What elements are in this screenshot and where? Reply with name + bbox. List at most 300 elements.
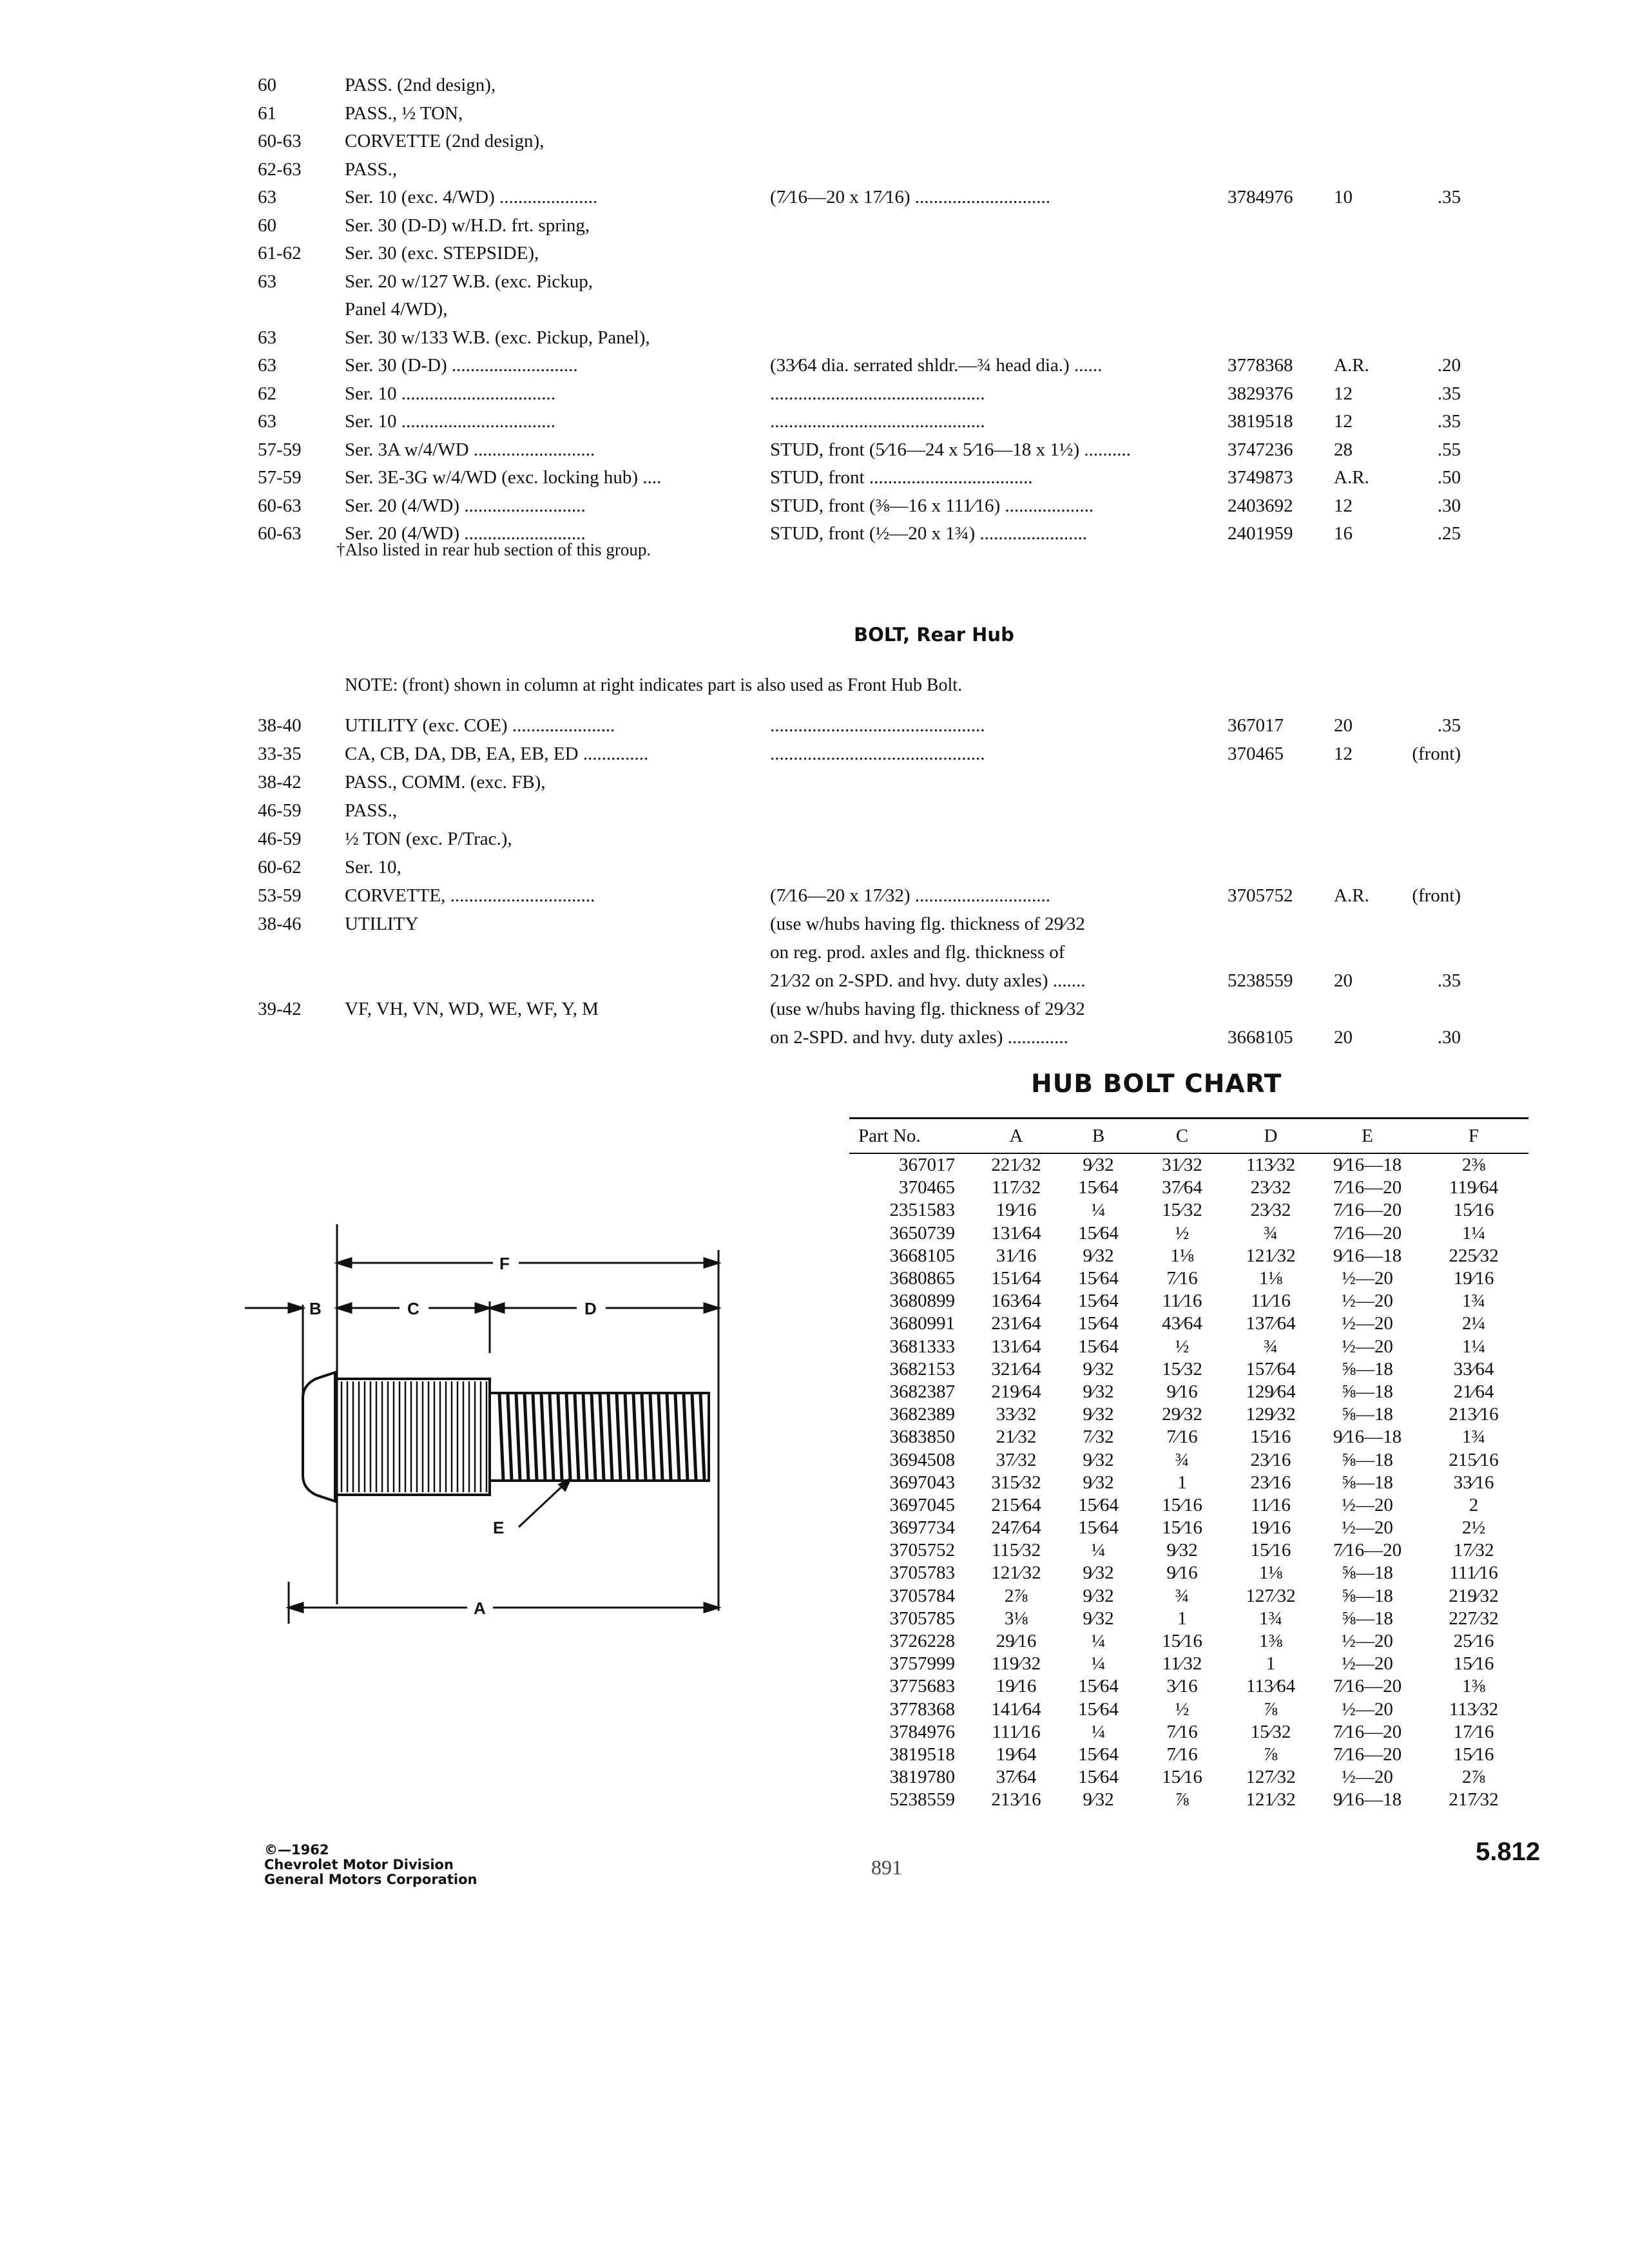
description-text: .............................................. (770, 715, 985, 736)
chart-cell: 215⁄16 (1449, 1449, 1499, 1470)
chart-cell: 15⁄64 (1078, 1291, 1119, 1312)
price: .35 (1437, 383, 1461, 404)
table-row (849, 1312, 1528, 1335)
chart-cell: 7⁄32 (1083, 1427, 1114, 1448)
table-row (849, 1472, 1528, 1494)
price: .50 (1437, 467, 1461, 488)
chart-cell: 3⅛ (1004, 1608, 1028, 1629)
table-row (849, 1744, 1528, 1766)
chart-part-number: 3775683 (889, 1676, 955, 1697)
chart-cell: 1⅛ (1258, 1562, 1283, 1584)
list-item (0, 1023, 1629, 1052)
rear-hub-note: NOTE: (front) shown in column at right indicates part is also used as Front Hub Bolt. (345, 675, 963, 695)
model-text: Panel 4/WD), (345, 299, 448, 320)
model-text: Ser. 20 (4/WD) .......................... (345, 495, 586, 516)
description-text: (33⁄64 dia. serrated shldr.—¾ head dia.) ...... (770, 355, 1103, 376)
dimension-label-c: C (407, 1299, 419, 1318)
list-item (0, 740, 1629, 768)
price: .35 (1437, 187, 1461, 207)
chart-cell: 7⁄16—20 (1333, 1744, 1402, 1765)
chart-cell: ½ (1175, 1698, 1190, 1720)
chart-cell: 15⁄64 (1078, 1313, 1119, 1334)
part-number: 3778368 (1228, 355, 1293, 376)
chart-cell: 15⁄64 (1078, 1767, 1119, 1788)
col-header-d: D (1226, 1119, 1316, 1154)
table-row (849, 1177, 1528, 1199)
part-number: 3705752 (1228, 885, 1293, 906)
chart-cell: 19⁄16 (1250, 1517, 1291, 1539)
chart-cell: 9⁄16 (1166, 1562, 1198, 1584)
description-text: STUD, front (½—20 x 1¾) ....................... (770, 523, 1088, 544)
chart-cell: 151⁄64 (991, 1268, 1041, 1289)
description-text: (7⁄16—20 x 17⁄32) ............................. (770, 885, 1050, 906)
year-range: 60 (258, 215, 276, 236)
chart-part-number: 5238559 (889, 1789, 955, 1811)
chart-cell: 15⁄16 (1162, 1631, 1202, 1652)
table-row (849, 1153, 1528, 1177)
chart-part-number: 3705784 (889, 1585, 955, 1606)
chart-cell: 17⁄16 (1453, 1721, 1494, 1742)
chart-cell: 15⁄32 (1162, 1358, 1202, 1379)
part-number: 2401959 (1228, 523, 1293, 544)
price: .30 (1437, 1027, 1461, 1048)
chart-cell: 23⁄16 (1250, 1472, 1291, 1493)
year-range: 60-63 (258, 523, 302, 544)
year-range: 62-63 (258, 159, 302, 180)
chart-part-number: 3650739 (889, 1222, 955, 1244)
year-range: 46-59 (258, 829, 302, 849)
table-row (849, 1517, 1528, 1539)
chart-cell: 221⁄32 (991, 1155, 1041, 1176)
chart-cell: 2⅜ (1461, 1155, 1486, 1176)
chart-cell: 9⁄32 (1083, 1245, 1114, 1266)
list-item (0, 295, 1629, 323)
model-text: Ser. 10, (345, 857, 401, 878)
model-text: PASS., (345, 159, 398, 180)
dimension-label-b: B (309, 1299, 322, 1318)
chart-cell: 137⁄64 (1246, 1313, 1296, 1334)
quantity: 12 (1334, 495, 1353, 516)
hub-bolt-chart-table (849, 1117, 1528, 1811)
description-text: on reg. prod. axles and flg. thickness of (770, 942, 1065, 963)
chart-cell: 7⁄16 (1166, 1721, 1198, 1742)
chart-cell: 15⁄32 (1162, 1200, 1202, 1221)
chart-cell: 29⁄32 (1162, 1404, 1202, 1425)
dimension-label-f: F (499, 1254, 510, 1273)
chart-cell: 157⁄64 (1246, 1358, 1296, 1379)
chart-cell: ½—20 (1342, 1631, 1393, 1652)
chart-cell: 131⁄64 (991, 1336, 1041, 1357)
list-item (0, 995, 1629, 1023)
price: .35 (1437, 715, 1461, 736)
description-text: .............................................. (770, 411, 985, 432)
chart-cell: 11⁄32 (1162, 1653, 1202, 1675)
chart-cell: 19⁄16 (996, 1676, 1037, 1697)
table-row (849, 1585, 1528, 1608)
year-range: 60-63 (258, 495, 302, 516)
list-item (0, 768, 1629, 796)
list-item (0, 910, 1629, 938)
description-text: .............................................. (770, 383, 985, 404)
quantity: A.R. (1334, 467, 1369, 488)
chart-part-number: 3683850 (889, 1427, 955, 1448)
list-item (0, 938, 1629, 966)
chart-cell: 217⁄32 (1449, 1789, 1499, 1811)
chart-part-number: 3680865 (889, 1268, 955, 1289)
chart-part-number: 3682153 (889, 1358, 955, 1379)
chart-cell: 37⁄64 (996, 1767, 1037, 1788)
list-item (0, 711, 1629, 740)
table-row (849, 1358, 1528, 1381)
table-row (849, 1448, 1528, 1471)
chart-cell: 9⁄32 (1083, 1381, 1114, 1402)
list-item (0, 436, 1629, 464)
chart-part-number: 3697734 (889, 1517, 955, 1539)
chart-cell: 1⅛ (1258, 1268, 1283, 1289)
chart-cell: 7⁄16—20 (1333, 1200, 1402, 1221)
footer-division: Chevrolet Motor Division (264, 1857, 454, 1872)
model-text: Ser. 30 (exc. STEPSIDE), (345, 243, 539, 264)
chart-cell: 15⁄64 (1078, 1744, 1119, 1765)
chart-cell: 23⁄32 (1250, 1200, 1291, 1221)
hub-bolt-diagram (245, 1224, 747, 1649)
chart-cell: 15⁄16 (1453, 1744, 1494, 1765)
chart-cell: ½—20 (1342, 1517, 1393, 1539)
table-row (849, 1698, 1528, 1721)
chart-part-number: 3682387 (889, 1381, 955, 1402)
model-text: Ser. 20 w/127 W.B. (exc. Pickup, (345, 271, 593, 292)
chart-cell: ¾ (1175, 1585, 1190, 1606)
footer-copyright: ©—1962 (264, 1842, 329, 1858)
chart-cell: ½—20 (1342, 1336, 1393, 1357)
part-number: 3819518 (1228, 411, 1293, 432)
chart-cell: 19⁄16 (1453, 1268, 1494, 1289)
list-item (0, 796, 1629, 825)
model-text: ½ TON (exc. P/Trac.), (345, 829, 512, 849)
chart-cell: 15⁄16 (1162, 1767, 1202, 1788)
price: .20 (1437, 355, 1461, 376)
description-text: STUD, front (5⁄16—24 x 5⁄16—18 x 1½) .......... (770, 439, 1131, 460)
chart-part-number: 3819780 (889, 1767, 955, 1788)
chart-cell: 119⁄64 (1449, 1177, 1499, 1198)
model-text: UTILITY (exc. COE) ...................... (345, 715, 615, 736)
chart-cell: 15⁄64 (1078, 1222, 1119, 1244)
chart-cell: ½—20 (1342, 1313, 1393, 1334)
table-row (849, 1789, 1528, 1811)
chart-cell: 1¾ (1258, 1608, 1283, 1629)
chart-part-number: 3694508 (889, 1449, 955, 1470)
chart-cell: 213⁄16 (991, 1789, 1041, 1811)
chart-cell: 15⁄64 (1078, 1698, 1119, 1720)
part-number: 367017 (1228, 715, 1284, 736)
list-item (0, 323, 1629, 352)
part-number: 3749873 (1228, 467, 1293, 488)
chart-cell: ¾ (1264, 1336, 1278, 1357)
chart-cell: 9⁄32 (1083, 1404, 1114, 1425)
model-text: UTILITY (345, 914, 419, 934)
col-header-c: C (1139, 1119, 1226, 1154)
chart-part-number: 2351583 (889, 1200, 955, 1221)
list-item (0, 853, 1629, 881)
chart-part-number: 3682389 (889, 1404, 955, 1425)
chart-cell: 15⁄64 (1078, 1517, 1119, 1539)
chart-cell: 15⁄64 (1078, 1336, 1119, 1357)
chart-cell: ⅝—18 (1342, 1381, 1393, 1402)
chart-part-number: 3705752 (889, 1540, 955, 1561)
model-text: CORVETTE, ............................... (345, 885, 595, 906)
chart-cell: 19⁄64 (996, 1744, 1037, 1765)
year-range: 61 (258, 102, 276, 124)
description-text: 21⁄32 on 2-SPD. and hvy. duty axles) ....... (770, 970, 1086, 991)
table-row (849, 1199, 1528, 1222)
chart-cell: 111⁄16 (992, 1721, 1041, 1742)
chart-cell: 219⁄64 (991, 1381, 1041, 1402)
year-range: 38-40 (258, 715, 302, 736)
table-row (849, 1381, 1528, 1403)
list-item (0, 71, 1629, 99)
chart-cell: 9⁄32 (1083, 1155, 1114, 1176)
model-text: Ser. 10 ................................. (345, 411, 556, 432)
year-range: 61-62 (258, 243, 302, 264)
dimension-label-e: E (493, 1518, 505, 1537)
year-range: 60 (258, 75, 276, 95)
hub-bolt-chart-title: HUB BOLT CHART (1031, 1070, 1282, 1099)
chart-cell: 227⁄32 (1449, 1608, 1499, 1629)
model-text: Ser. 20 (4/WD) .......................... (345, 523, 586, 544)
quantity: A.R. (1334, 885, 1369, 906)
chart-part-number: 3819518 (889, 1744, 955, 1765)
table-row (849, 1222, 1528, 1245)
chart-cell: ¼ (1091, 1631, 1106, 1652)
chart-cell: 33⁄64 (1453, 1358, 1494, 1379)
chart-cell: ⅝—18 (1342, 1358, 1393, 1379)
section-title-bolt-rear-hub: BOLT, Rear Hub (854, 624, 1014, 646)
year-range: 53-59 (258, 885, 302, 906)
chart-cell: 11⁄16 (1251, 1291, 1291, 1312)
chart-cell: 219⁄32 (1449, 1585, 1499, 1606)
chart-cell: ½ (1175, 1222, 1190, 1244)
chart-cell: 121⁄32 (991, 1562, 1041, 1584)
chart-cell: 1 (1177, 1472, 1187, 1493)
hub-bolt-chart-body (849, 1153, 1528, 1811)
chart-cell: 15⁄64 (1078, 1268, 1119, 1289)
part-number: 3829376 (1228, 383, 1293, 404)
table-row (849, 1539, 1528, 1562)
part-number: 3784976 (1228, 187, 1293, 207)
chart-cell: 21⁄64 (1453, 1381, 1494, 1402)
chart-cell: 9⁄16 (1166, 1381, 1198, 1402)
chart-cell: 7⁄16—20 (1333, 1540, 1402, 1561)
chart-cell: 113⁄64 (1246, 1676, 1296, 1697)
chart-cell: 129⁄32 (1246, 1404, 1296, 1425)
part-number: 3747236 (1228, 439, 1293, 460)
chart-cell: 43⁄64 (1162, 1313, 1202, 1334)
quantity: 16 (1334, 523, 1353, 544)
list-item (0, 239, 1629, 267)
chart-cell: 9⁄32 (1083, 1358, 1114, 1379)
quantity: A.R. (1334, 355, 1369, 376)
list-item (0, 127, 1629, 155)
chart-cell: 1¾ (1461, 1291, 1486, 1312)
col-header-part-no: Part No. (849, 1119, 974, 1154)
model-text: Ser. 30 (D-D) ........................... (345, 355, 578, 376)
table-row (849, 1675, 1528, 1698)
chart-cell: 9⁄16—18 (1333, 1155, 1402, 1176)
chart-cell: 115⁄32 (991, 1540, 1041, 1561)
chart-cell: ⅝—18 (1342, 1585, 1393, 1606)
chart-part-number: 370465 (899, 1177, 955, 1198)
chart-part-number: 3680899 (889, 1291, 955, 1312)
col-header-e: E (1316, 1119, 1419, 1154)
part-number: 3668105 (1228, 1027, 1293, 1048)
chart-cell: 21⁄32 (996, 1427, 1037, 1448)
chart-cell: 141⁄64 (991, 1698, 1041, 1720)
quantity: 12 (1334, 744, 1353, 764)
year-range: 57-59 (258, 439, 302, 460)
chart-cell: 1⅜ (1461, 1676, 1486, 1697)
table-row (849, 1766, 1528, 1789)
model-text: PASS., (345, 800, 398, 821)
year-range: 62 (258, 383, 276, 404)
model-text: CA, CB, DA, DB, EA, EB, ED .............. (345, 744, 649, 764)
table-row (849, 1608, 1528, 1630)
chart-part-number: 3680991 (889, 1313, 955, 1334)
part-number: 5238559 (1228, 970, 1293, 991)
chart-cell: ½—20 (1342, 1268, 1393, 1289)
chart-cell: ⅝—18 (1342, 1404, 1393, 1425)
list-item (0, 407, 1629, 436)
chart-cell: 23⁄32 (1250, 1177, 1291, 1198)
chart-cell: 23⁄16 (1250, 1449, 1291, 1470)
chart-cell: 1¼ (1461, 1336, 1486, 1357)
chart-cell: 15⁄32 (1250, 1721, 1291, 1742)
footer-corporation: General Motors Corporation (264, 1872, 477, 1887)
year-range: 33-35 (258, 744, 302, 764)
list-item (0, 519, 1629, 548)
chart-cell: 2⅞ (1004, 1585, 1028, 1606)
table-row (849, 1562, 1528, 1584)
chart-part-number: 3697043 (889, 1472, 955, 1493)
year-range: 60-62 (258, 857, 302, 878)
chart-part-number: 3726228 (889, 1631, 955, 1652)
chart-cell: 1⅜ (1258, 1631, 1283, 1652)
chart-cell: 15⁄16 (1453, 1653, 1494, 1675)
quantity: 20 (1334, 1027, 1353, 1048)
chart-part-number: 3668105 (889, 1245, 955, 1266)
list-item (0, 463, 1629, 492)
list-item (0, 155, 1629, 184)
model-text: Ser. 30 w/133 W.B. (exc. Pickup, Panel), (345, 327, 650, 348)
chart-cell: 9⁄32 (1083, 1789, 1114, 1811)
list-item (0, 881, 1629, 910)
chart-cell: ¼ (1091, 1653, 1106, 1675)
chart-cell: 15⁄16 (1162, 1494, 1202, 1515)
description-text: (7⁄16—20 x 17⁄16) ............................. (770, 187, 1050, 207)
chart-cell: 9⁄16—18 (1333, 1245, 1402, 1266)
chart-cell: 25⁄16 (1453, 1631, 1494, 1652)
table-row (849, 1630, 1528, 1653)
list-item (0, 966, 1629, 995)
chart-cell: ¼ (1091, 1721, 1106, 1742)
chart-cell: 11⁄16 (1162, 1291, 1202, 1312)
chart-cell: 9⁄32 (1083, 1472, 1114, 1493)
chart-cell: 163⁄64 (991, 1291, 1041, 1312)
quantity: 12 (1334, 411, 1353, 432)
chart-cell: 127⁄32 (1246, 1767, 1296, 1788)
chart-cell: 19⁄16 (996, 1200, 1037, 1221)
table-row (849, 1336, 1528, 1358)
chart-cell: 7⁄16—20 (1333, 1177, 1402, 1198)
chart-cell: ⅝—18 (1342, 1562, 1393, 1584)
chart-cell: 31⁄32 (1162, 1155, 1202, 1176)
description-text: on 2-SPD. and hvy. duty axles) ............. (770, 1027, 1068, 1048)
chart-part-number: 3757999 (889, 1653, 955, 1675)
model-text: PASS., ½ TON, (345, 102, 463, 124)
chart-cell: ½—20 (1342, 1291, 1393, 1312)
quantity: 20 (1334, 970, 1353, 991)
chart-cell: 2¼ (1461, 1313, 1486, 1334)
chart-cell: ⅝—18 (1342, 1608, 1393, 1629)
chart-cell: 15⁄16 (1162, 1517, 1202, 1539)
year-range: 57-59 (258, 467, 302, 488)
chart-cell: ½—20 (1342, 1494, 1393, 1515)
chart-cell: 1¼ (1461, 1222, 1486, 1244)
list-item (0, 492, 1629, 520)
year-range: 63 (258, 411, 276, 432)
chart-cell: ½ (1175, 1336, 1190, 1357)
chart-cell: ⅞ (1264, 1698, 1278, 1720)
chart-cell: 31⁄16 (996, 1245, 1037, 1266)
col-header-f: F (1419, 1119, 1528, 1154)
model-text: Ser. 10 ................................. (345, 383, 556, 404)
list-item (0, 211, 1629, 240)
section-number: 5.812 (1476, 1838, 1541, 1866)
chart-cell: ¾ (1175, 1449, 1190, 1470)
chart-cell: ⅝—18 (1342, 1449, 1393, 1470)
chart-cell: ⅞ (1175, 1789, 1190, 1811)
chart-cell: 7⁄16—20 (1333, 1721, 1402, 1742)
list-item (0, 267, 1629, 296)
chart-cell: ¼ (1091, 1200, 1106, 1221)
chart-cell: ½—20 (1342, 1653, 1393, 1675)
description-text: (use w/hubs having flg. thickness of 29⁄32 (770, 914, 1085, 934)
part-number: 2403692 (1228, 495, 1293, 516)
list-item (0, 351, 1629, 380)
chart-cell: 121⁄32 (1246, 1789, 1296, 1811)
year-range: 60-63 (258, 131, 302, 151)
chart-cell: 9⁄32 (1083, 1608, 1114, 1629)
description-text: (use w/hubs having flg. thickness of 29⁄32 (770, 999, 1085, 1019)
table-row (849, 1653, 1528, 1675)
chart-cell: ¾ (1264, 1222, 1278, 1244)
chart-cell: 213⁄16 (1449, 1404, 1499, 1425)
chart-cell: ½—20 (1342, 1767, 1393, 1788)
chart-cell: 129⁄64 (1246, 1381, 1296, 1402)
chart-cell: 113⁄32 (1449, 1698, 1499, 1720)
model-text: PASS., COMM. (exc. FB), (345, 772, 546, 793)
table-row (849, 1245, 1528, 1267)
chart-cell: ¼ (1091, 1540, 1106, 1561)
chart-cell: 113⁄32 (1246, 1155, 1296, 1176)
chart-cell: 231⁄64 (991, 1313, 1041, 1334)
chart-cell: ½—20 (1342, 1698, 1393, 1720)
chart-cell: 225⁄32 (1449, 1245, 1499, 1266)
chart-cell: 1 (1266, 1653, 1276, 1675)
quantity: 12 (1334, 383, 1353, 404)
chart-cell: 119⁄32 (991, 1653, 1041, 1675)
description-text: .............................................. (770, 744, 985, 764)
col-header-b: B (1058, 1119, 1139, 1154)
